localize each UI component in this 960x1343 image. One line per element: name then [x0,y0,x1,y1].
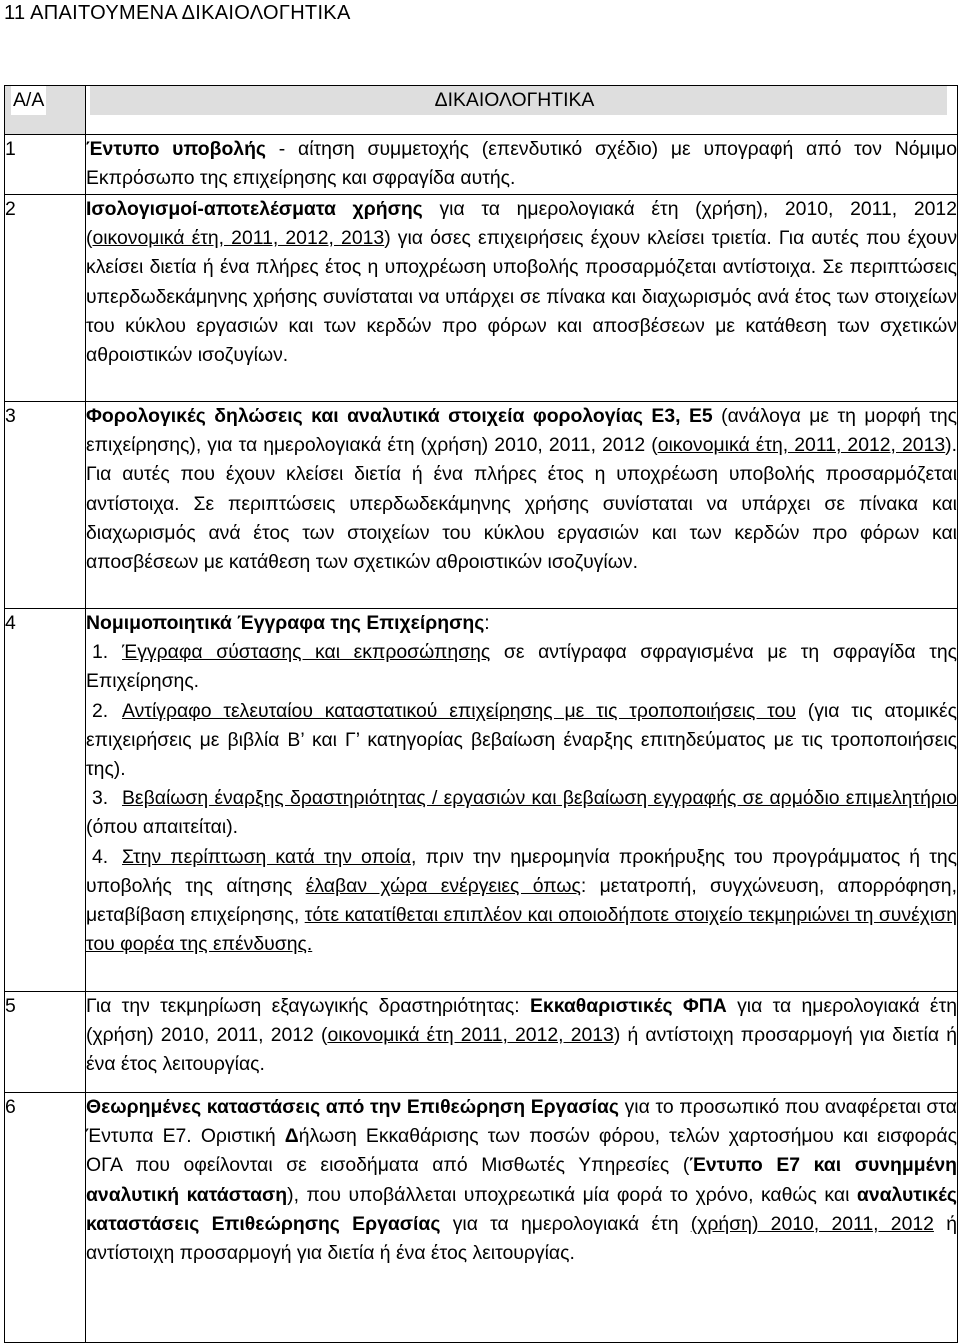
bold-text: Νομιμοποιητικά Έγγραφα της Επιχείρησης [86,612,485,634]
table-row [5,992,958,1093]
row-text [86,402,958,609]
bold-text: Φορολογικές δηλώσεις και αναλυτικά στοιχεία φορολογίας Ε3, Ε5 [86,405,713,427]
text: Για την τεκμηρίωση εξαγωγικής δραστηριότητας: [86,995,530,1017]
row-text [86,195,958,402]
bold-text: Ισολογισμοί-αποτελέσματα χρήσης [86,198,423,220]
text: σε αντίγραφα σφραγισμένα με τη σφραγίδα της Επιχείρησης. [86,641,957,693]
row-num: 2 [5,195,86,402]
underlined-text: οικονομικά έτη, 2011, 2012, 2013 [657,434,946,457]
text: - αίτηση συμμετοχής (επενδυτικό σχέδιο) με υπογραφή από τον Νόμιμο Εκπρόσωπο της επιχείρησης και σφραγίδα αυτής. [86,138,957,190]
row-num: 3 [5,402,86,609]
underlined-text: Στην περίπτωση κατά την οποία [122,845,411,868]
text: (για τις ατομικές επιχειρήσεις με βιβλία Β’ και Γ’ κατηγορίας βεβαίωση έναρξης επιτηδεύματος με τις τροποποιήσεις της). [86,699,957,781]
text: για το προσωπικό που αναφέρεται στα Έντυπα Ε7. Οριστική [86,1096,957,1148]
bold-text: Θεωρημένες καταστάσεις από την Επιθεώρηση Εργασίας [86,1096,619,1118]
underlined-text: Αντίγραφο τελευταίου καταστατικού επιχείρησης με τις τροποποιήσεις του [122,699,796,722]
text: για τα ημερολογιακά έτη (χρήση), 2010, 2011, 2012 ( [86,198,957,250]
header-num: Α/Α [11,86,46,115]
list-item [86,784,957,842]
header-label: ΔΙΚΑΙΟΛΟΓΗΤΙΚΑ [434,89,595,111]
underlined-text: Βεβαίωση έναρξης δραστηριότητας / εργασιών και βεβαίωση εγγραφής σε αρμόδιο επιμελητήριο [122,787,957,810]
row-text [86,1093,958,1343]
underlined-text: (χρήση) 2010, 2011, 2012 [690,1212,934,1235]
underlined-text: έλαβαν χώρα ενέργειες όπως [305,874,581,897]
item-number: 1. [92,641,109,664]
underlined-text: οικονομικά έτη 2011, 2012, 2013 [327,1024,614,1047]
text: , πριν την ημερομηνία προκήρυξης του προγράμματος ή της υποβολής της αίτησης [86,845,957,897]
header-num-cell [5,86,86,135]
underlined-text: οικονομικά έτη, 2011, 2012, 2013 [92,227,385,250]
table-row [5,195,958,402]
row-num: 5 [5,992,86,1093]
page-title: 11 ΑΠΑΙΤΟΥΜΕΝΑ ΔΙΚΑΙΟΛΟΓΗΤΙΚΑ [4,2,351,24]
item-number: 4. [92,845,109,868]
row-text [86,992,958,1093]
text: ήλωση Εκκαθάρισης των ποσών φόρου, τελών χαρτοσήμου και εισφοράς ΟΓΑ που οφείλονται σε εισοδήματα από Μισθωτές Υπηρεσίες ( [86,1125,957,1177]
text: ). Για αυτές που έχουν κλείσει διετία ή ένα πλήρες έτος η υποχρέωση υποβολής προσαρμόζεται αντίστοιχα. Σε περιπτώσεις υπερδωδεκάμηνης χρήσης συνίσταται να υπάρχει σε πίνακα και διαχωρισμός ανά έτος των στοιχείων του κύκλου εργασιών και των κερδών προ φόρων και αποσβέσεων με κατάθεση των σχετικών αθροιστικών ισοζυγίων. [86,434,957,574]
documents-table [4,85,958,1343]
row-text [86,609,958,992]
item-number: 3. [92,787,109,810]
table-row [5,1093,958,1343]
text: ) για όσες επιχειρήσεις έχουν κλείσει τριετία. Για αυτές που έχουν κλείσει διετία ή ένα πλήρες έτος η υποχρέωση υποβολής προσαρμόζεται αντίστοιχα. Σε περιπτώσεις υπερδωδεκάμηνης χρήσης συνίσταται να υπάρχει σε πίνακα και διαχωρισμός ανά έτος των στοιχείων του κύκλου εργασιών και των κερδών προ φόρων και αποσβέσεων με κατάθεση των σχετικών αθροιστικών ισοζυγίων. [86,227,958,367]
item-number: 2. [92,699,109,722]
table-row [5,402,958,609]
table-row [5,609,958,992]
bold-text: αναλυτικές καταστάσεις Επιθεώρησης Εργασίας [86,1183,957,1235]
text: (όπου απαιτείται). [86,816,239,839]
bold-text: Εκκαθαριστικές ΦΠΑ [529,995,727,1017]
row-text [86,135,958,195]
header-label-cell [86,86,958,135]
underlined-text: Έγγραφα σύστασης και εκπροσώπησης [122,641,491,664]
list-item [86,697,957,785]
text: ή αντίστοιχη προσαρμογή για διετία ή ένα έτος λειτουργίας. [86,1212,957,1265]
row-num: 6 [5,1093,86,1343]
text: (ανάλογα με τη μορφή της επιχείρησης), για τα ημερολογιακά έτη (χρήση) 2010, 2011, 2012 ( [86,405,958,457]
text: ), που υποβάλλεται υποχρεωτικά μία φορά το χρόνο, καθώς και [287,1183,857,1206]
text: : μετατροπή, συγχώνευση, απορρόφηση, μεταβίβαση επιχείρησης, [86,874,957,927]
table-row [5,135,958,195]
bold-text: Δ [284,1125,299,1148]
text: : [484,612,490,634]
text: για τα ημερολογιακά έτη (χρήση) 2010, 2011, 2012 ( [86,995,958,1047]
list-item [86,843,957,960]
underlined-text: τότε κατατίθεται επιπλέον και οποιοδήποτε στοιχείο τεκμηριώνει τη συνέχιση του φορέα της επένδυσης. [86,904,957,956]
text: για τα ημερολογιακά έτη [440,1212,691,1235]
list-item [86,638,957,696]
row-num: 4 [5,609,86,992]
text: ) ή αντίστοιχη προσαρμογή για διετία ή ένα έτος λειτουργίας. [86,1024,957,1076]
bold-text: Έντυπο υποβολής [86,138,267,160]
row-num: 1 [5,135,86,195]
bold-text: Έντυπο Ε7 και συνημμένη αναλυτική κατάσταση [86,1154,957,1206]
table-header-row [5,86,958,135]
